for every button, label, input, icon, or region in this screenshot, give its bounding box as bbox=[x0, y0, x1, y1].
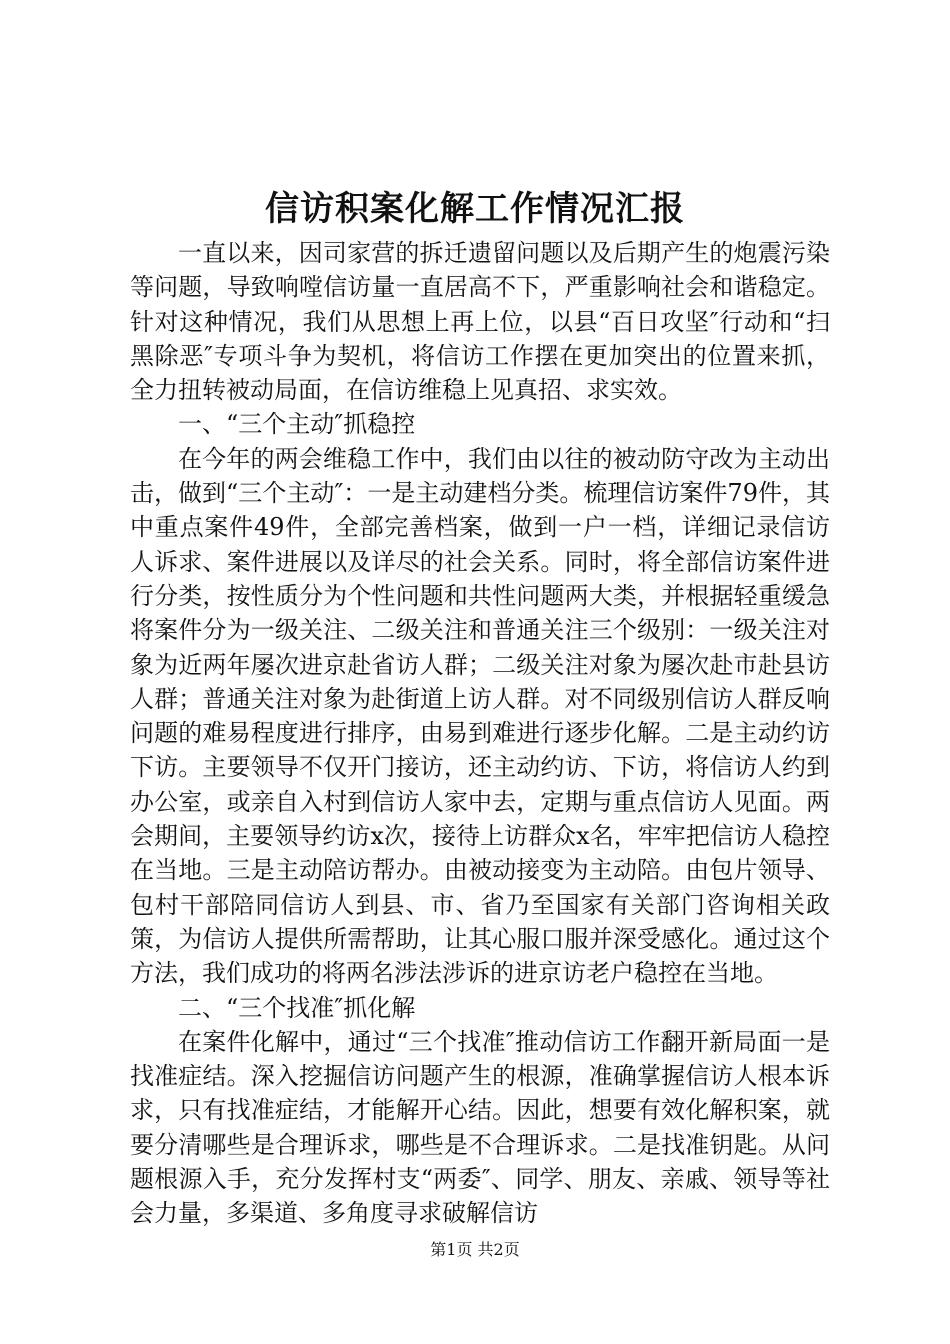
paragraph-section-1: 在今年的两会维稳工作中，我们由以往的被动防守改为主动出击，做到“三个主动″：一是主动建档分类。梳理信访案件79件，其中重点案件49件，全部完善档案，做到一户一档，详细记录信访人诉求、案件进展以及详尽的社会关系。同时，将全部信访案件进行分类，按性质分为个性问题和共性问题两大类，并根据轻重缓急将案件分为一级关注、二级关注和普通关注三个级别：一级关注对象为近两年屡次进京赴省访人群；二级关注对象为屡次赴市赴县访人群；普通关注对象为赴街道上访人群。对不同级别信访人群反响问题的难易程度进行排序，由易到难进行逐步化解。二是主动约访下访。主要领导不仅开门接访，还主动约访、下访，将信访人约到办公室，或亲自入村到信访人家中去，定期与重点信访人见面。两会期间，主要领导约访x次，接待上访群众x名，牢牢把信访人稳控在当地。三是主动陪访帮办。由被动接变为主动陪。由包片领导、包村干部陪同信访人到县、市、省乃至国家有关部门咨询相关政策，为信访人提供所需帮助，让其心服口服并深受感化。通过这个方法，我们成功的将两名涉法涉诉的进京访老户稳控在当地。 bbox=[130, 444, 830, 988]
section-heading-2: 二、“三个找准″抓化解 bbox=[178, 993, 416, 1022]
paragraph-intro: 一直以来，因司家营的拆迁遗留问题以及后期产生的炮震污染等问题，导致响嘡信访量一直居高不下，严重影响社会和谐稳定。针对这种情况，我们从思想上再上位，以县“百日攻坚″行动和“扫黑除恶″专项斗争为契机，将信访工作摆在更加突出的位置来抓，全力扭转被动局面，在信访维稳上见真招、求实效。 bbox=[130, 239, 830, 405]
paragraph-section-2: 在案件化解中，通过“三个找准″推动信访工作翻开新局面一是找准症结。深入挖掘信访问题产生的根源，准确掌握信访人根本诉求，只有找准症结，才能解开心结。因此，想要有效化解积案，就要分清哪些是合理诉求，哪些是不合理诉求。二是找准钥匙。从问题根源入手，充分发挥村支“两委″、同学、朋友、亲戚、领导等社会力量，多渠道、多角度寻求破解信访 bbox=[130, 1027, 830, 1228]
page-number-footer: 第1页 共2页 bbox=[430, 1240, 520, 1259]
document-title: 信访积案化解工作情况汇报 bbox=[265, 189, 685, 229]
document-body bbox=[130, 236, 830, 1231]
section-heading-1: 一、“三个主动″抓稳控 bbox=[178, 410, 416, 439]
